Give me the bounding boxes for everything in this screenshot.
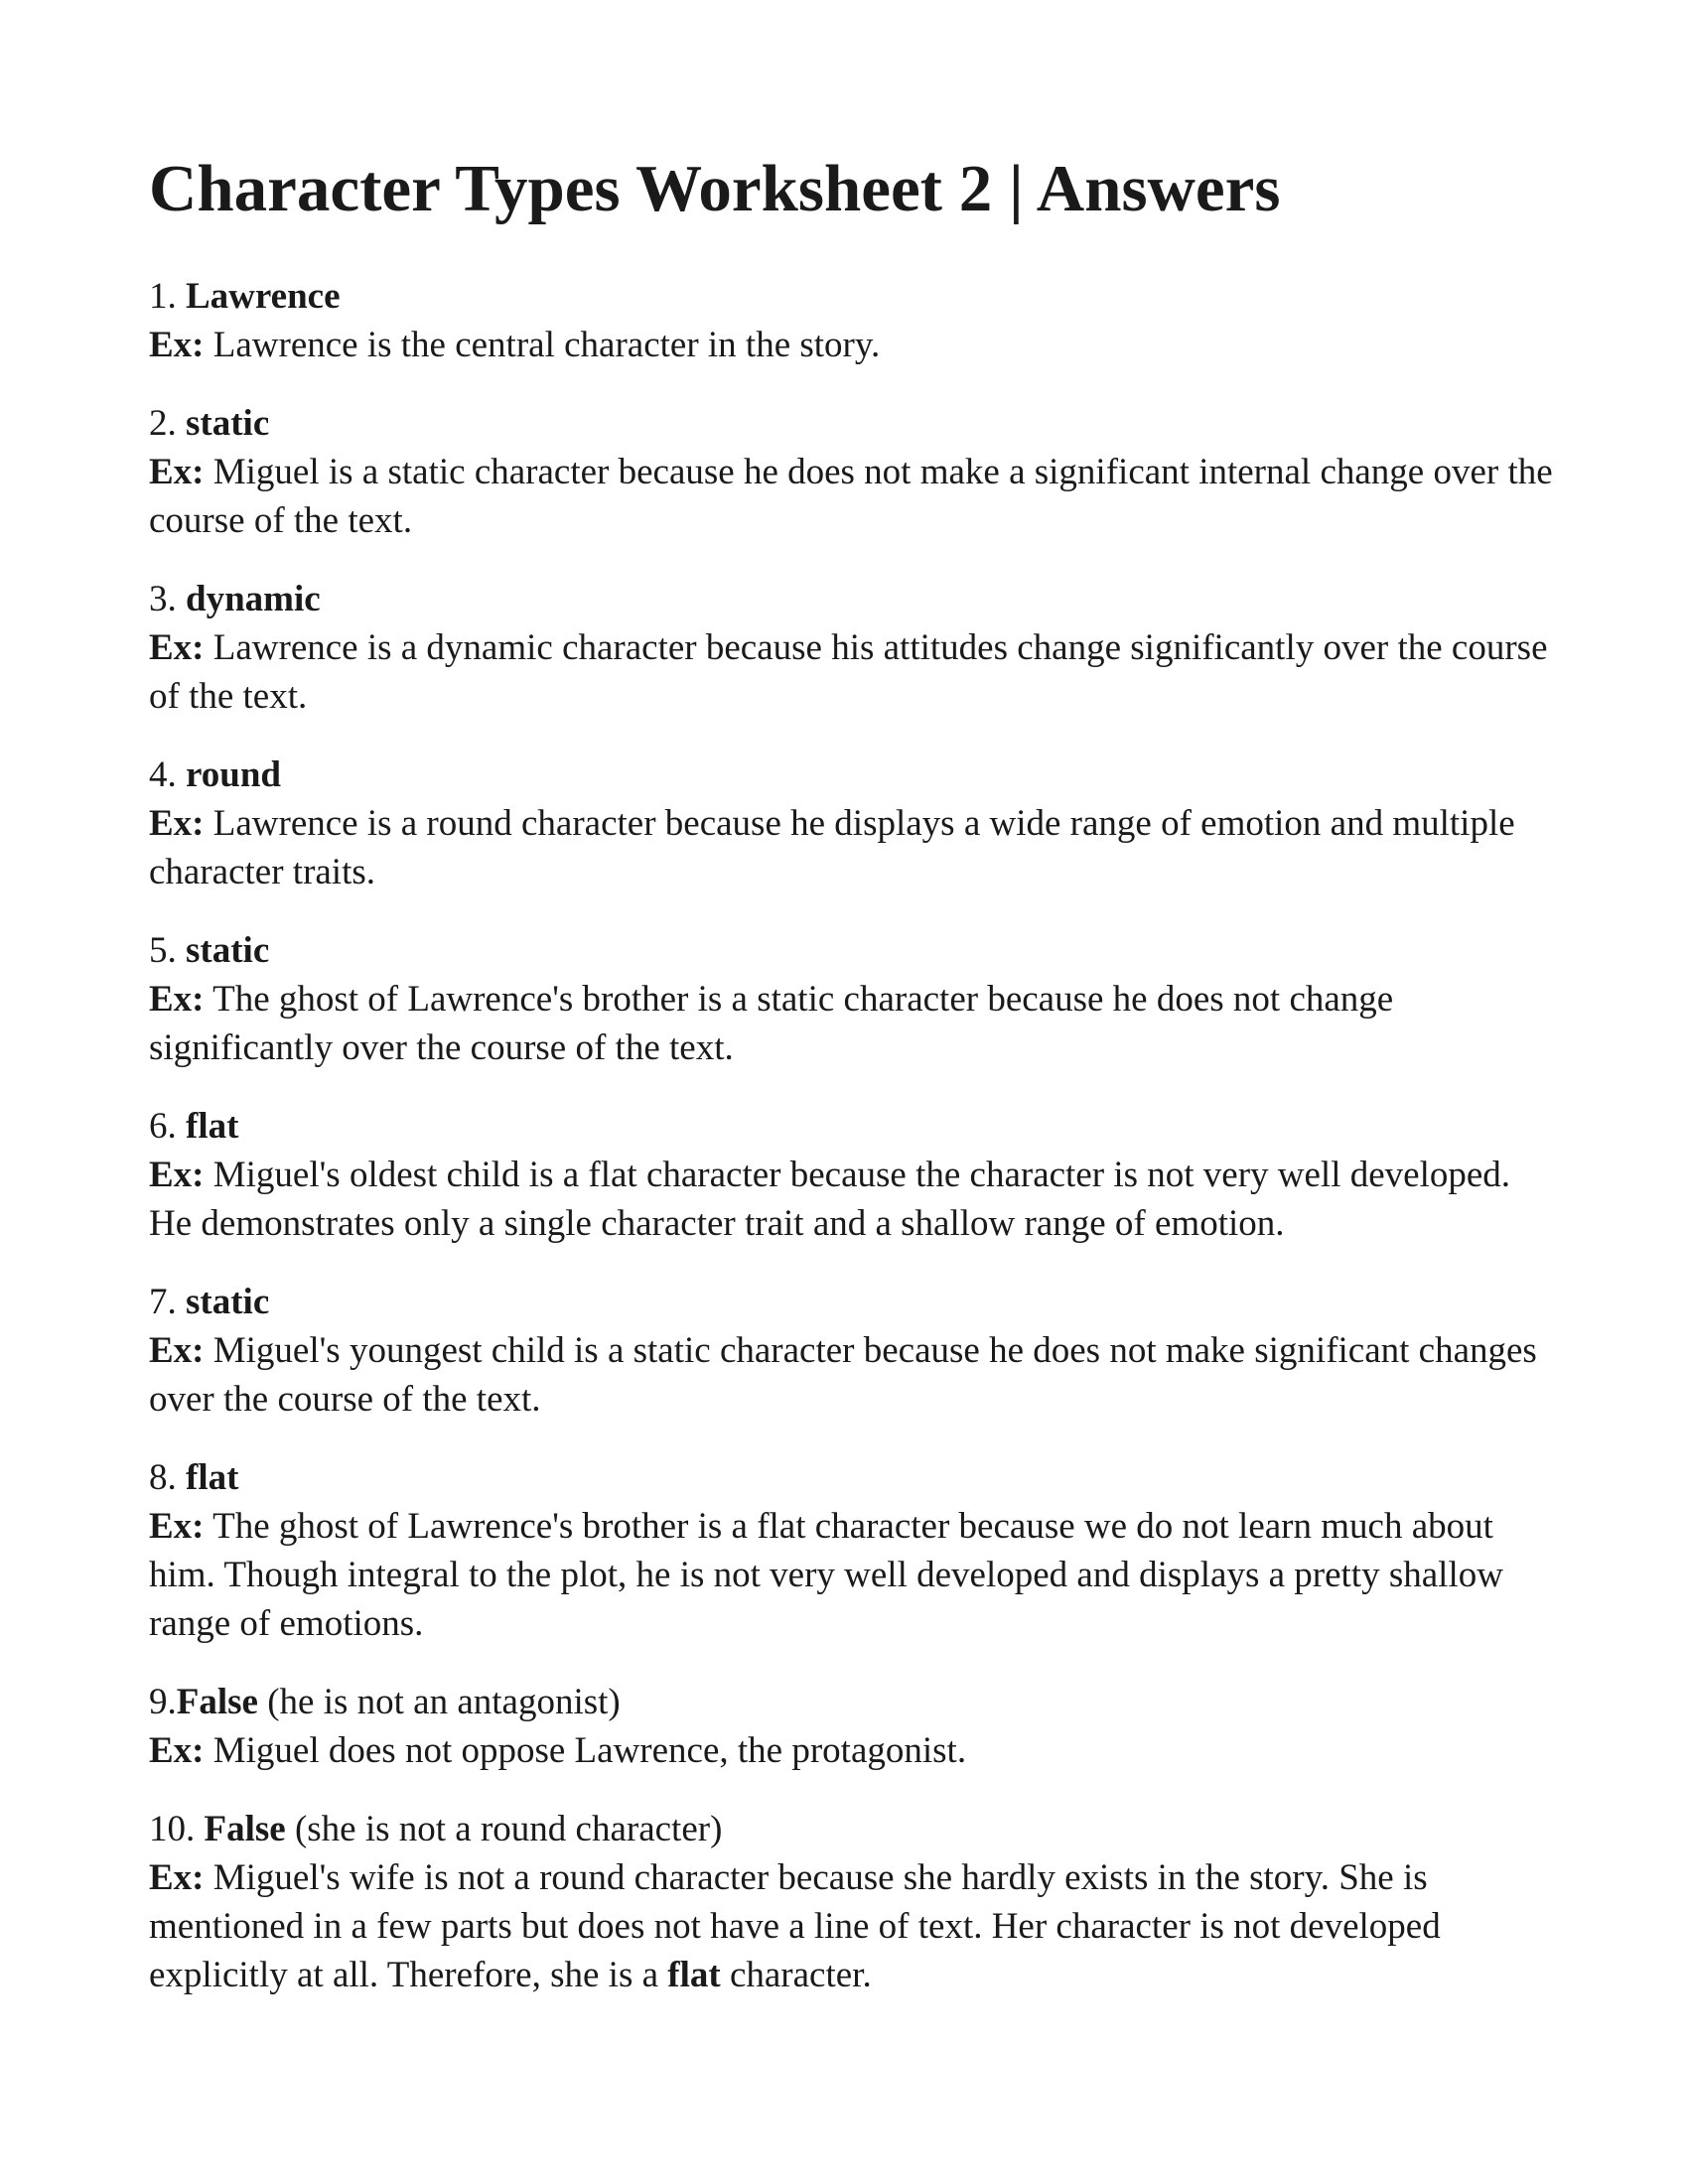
ex-label: Ex: (149, 1330, 205, 1371)
answer-heading (149, 1453, 1559, 1502)
answer-item-1 (149, 272, 1559, 369)
answer-heading (149, 1805, 1559, 1853)
answer-number: 6. (149, 1106, 177, 1147)
example-text (149, 975, 1559, 1072)
answer-number: 4. (149, 754, 177, 795)
example-body: Miguel is a static character because he does not make a significant internal change over the course of the text. (149, 452, 1553, 541)
example-text (149, 623, 1559, 721)
example-body: The ghost of Lawrence's brother is a flat character because we do not learn much about him. Though integral to the plot, he is not very well developed and displays a pretty shallow range of emotions. (149, 1506, 1503, 1644)
answer-heading (149, 272, 1559, 321)
ex-label: Ex: (149, 1155, 205, 1195)
example-body: Miguel's wife is not a round character because she hardly exists in the story. She is mentioned in a few parts but does not have a line of text. Her character is not developed explicitly at all. Therefore, she is a (149, 1857, 1441, 1995)
answer-term: False (204, 1809, 286, 1849)
ex-label: Ex: (149, 979, 205, 1020)
example-text (149, 448, 1559, 545)
example-text (149, 1853, 1559, 1999)
answer-term: static (186, 930, 270, 971)
answer-heading (149, 1278, 1559, 1326)
answer-heading (149, 1678, 1559, 1726)
answer-term: Lawrence (186, 276, 341, 317)
answer-item-9 (149, 1678, 1559, 1775)
example-emphasis: flat (667, 1955, 721, 1995)
answer-number: 2. (149, 403, 177, 444)
example-text (149, 799, 1559, 896)
ex-label: Ex: (149, 452, 205, 492)
example-body: Lawrence is a round character because he displays a wide range of emotion and multiple character traits. (149, 803, 1515, 892)
example-body-end: character. (729, 1955, 872, 1995)
example-body: The ghost of Lawrence's brother is a static character because he does not change significantly over the course of the text. (149, 979, 1394, 1068)
answer-list (149, 272, 1559, 1999)
ex-label: Ex: (149, 1730, 205, 1771)
example-text (149, 1326, 1559, 1424)
answer-item-7 (149, 1278, 1559, 1424)
ex-label: Ex: (149, 325, 205, 365)
answer-term: flat (186, 1106, 239, 1147)
answer-number: 7. (149, 1282, 177, 1322)
answer-item-5 (149, 926, 1559, 1072)
answer-heading (149, 751, 1559, 799)
answer-term: static (186, 403, 270, 444)
answer-number: 1. (149, 276, 177, 317)
answer-number: 5. (149, 930, 177, 971)
answer-note: (he is not an antagonist) (267, 1682, 621, 1722)
answer-item-2 (149, 399, 1559, 545)
example-body: Lawrence is the central character in the story. (212, 325, 881, 365)
ex-label: Ex: (149, 1506, 205, 1547)
worksheet-page (149, 149, 1559, 2029)
answer-heading (149, 399, 1559, 448)
ex-label: Ex: (149, 803, 205, 844)
answer-item-6 (149, 1102, 1559, 1248)
example-text (149, 1726, 1559, 1775)
answer-item-10 (149, 1805, 1559, 1999)
ex-label: Ex: (149, 627, 205, 668)
ex-label: Ex: (149, 1857, 205, 1898)
answer-heading (149, 1102, 1559, 1151)
answer-item-8 (149, 1453, 1559, 1648)
answer-item-3 (149, 575, 1559, 721)
example-text (149, 1151, 1559, 1248)
example-body: Miguel's oldest child is a flat character because the character is not very well developed. He demonstrates only a single character trait and a shallow range of emotion. (149, 1155, 1511, 1244)
example-body: Miguel does not oppose Lawrence, the protagonist. (212, 1730, 967, 1771)
answer-number: 9. (149, 1682, 177, 1722)
answer-heading (149, 926, 1559, 975)
answer-term: round (186, 754, 281, 795)
answer-term: flat (186, 1457, 239, 1498)
answer-number: 10. (149, 1809, 196, 1849)
answer-term: False (176, 1682, 258, 1722)
answer-term: static (186, 1282, 270, 1322)
answer-heading (149, 575, 1559, 623)
example-body: Lawrence is a dynamic character because his attitudes change significantly over the course of the text. (149, 627, 1548, 717)
page-title: Character Types Worksheet 2 | Answers (149, 152, 1281, 225)
answer-number: 3. (149, 579, 177, 619)
answer-number: 8. (149, 1457, 177, 1498)
example-text (149, 1502, 1559, 1648)
answer-note: (she is not a round character) (294, 1809, 723, 1849)
answer-item-4 (149, 751, 1559, 896)
example-body: Miguel's youngest child is a static character because he does not make significant changes over the course of the text. (149, 1330, 1537, 1420)
example-text (149, 321, 1559, 369)
answer-term: dynamic (186, 579, 321, 619)
